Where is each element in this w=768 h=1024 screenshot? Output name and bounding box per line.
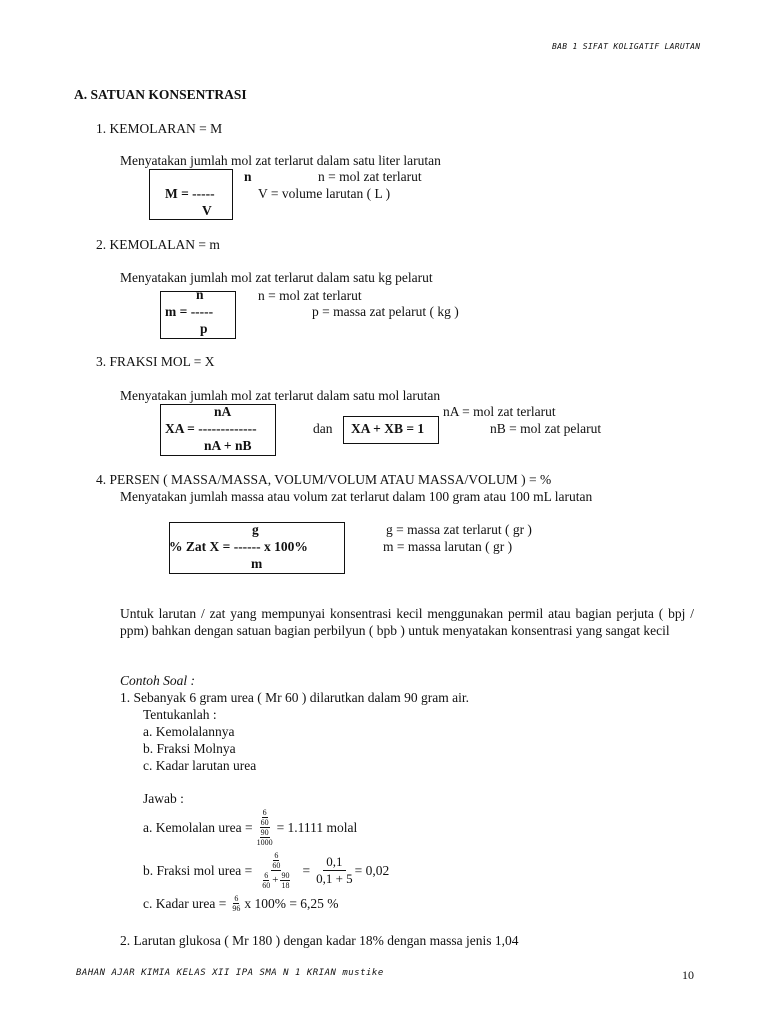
definition-2: V = volume larutan ( L ) xyxy=(258,186,391,201)
example-sub-a: a. Kemolalannya xyxy=(143,724,235,739)
section-title: A. SATUAN KONSENTRASI xyxy=(74,87,247,102)
fraction-mass-percent: $\frac{6}{96}$ xyxy=(232,894,241,913)
item-molalitas-desc: Menyatakan jumlah mol zat terlarut dalam satu kg pelarut xyxy=(120,270,433,285)
example-question-2: 2. Larutan glukosa ( Mr 180 ) dengan kadar 18% dengan massa jenis 1,04 xyxy=(120,933,519,948)
conjunction: dan xyxy=(313,421,333,436)
formula-sum: XA + XB = 1 xyxy=(351,421,425,436)
item-fraksi-title: 3. FRAKSI MOL = X xyxy=(96,354,215,369)
answer-c-label: c. Kadar urea = xyxy=(143,895,227,911)
answer-a-label: a. Kemolalan urea = xyxy=(143,819,253,835)
answer-a xyxy=(143,808,357,847)
definition-1: nA = mol zat terlarut xyxy=(443,404,556,419)
example-heading: Contoh Soal : xyxy=(120,673,196,688)
formula-numerator: n xyxy=(244,169,252,184)
item-persen-desc: Menyatakan jumlah massa atau volum zat terlarut dalam 100 gram atau 100 mL larutan xyxy=(120,489,593,504)
answer-b-label: b. Fraksi mol urea = xyxy=(143,862,253,878)
formula-denominator: V xyxy=(202,203,212,218)
running-header: BAB 1 SIFAT KOLIGATIF LARUTAN xyxy=(552,42,701,51)
fraction-molality: $\frac{\frac{6}{60}}{\frac{90}{1000}}$ xyxy=(256,808,273,847)
fraction-mole-fraction-simplified: $\frac{0,1}{0,1 + 5}$ xyxy=(316,854,353,886)
answer-c xyxy=(143,894,339,913)
example-question-1: 1. Sebanyak 6 gram urea ( Mr 60 ) dilarutkan dalam 90 gram air. xyxy=(120,690,470,705)
example-sub-b: b. Fraksi Molnya xyxy=(143,741,236,756)
definition-2: p = massa zat pelarut ( kg ) xyxy=(312,304,459,319)
body-paragraph: Untuk larutan / zat yang mempunyai konsentrasi kecil menggunakan permil atau bagian perjuta ( bpj / ppm) bahkan dengan satuan bagian perbilyun ( bpb ) untuk menyatakan konsentrasi yang sangat kecil xyxy=(120,606,694,638)
answer-label: Jawab : xyxy=(143,791,184,806)
formula-equation: XA = ------------- xyxy=(165,421,257,436)
definition-1: n = mol zat terlarut xyxy=(318,169,422,184)
formula-denominator: nA + nB xyxy=(204,438,252,453)
answer-b-result: = 0,02 xyxy=(354,862,390,878)
definition-2: m = massa larutan ( gr ) xyxy=(383,539,513,554)
answer-a-result: = 1.1111 molal xyxy=(276,819,358,835)
example-sub-c: c. Kadar larutan urea xyxy=(143,758,257,773)
formula-numerator: nA xyxy=(214,404,232,419)
formula-equation: M = ----- xyxy=(165,186,215,201)
item-persen-title: 4. PERSEN ( MASSA/MASSA, VOLUM/VOLUM ATAU MASSA/VOLUM ) = % xyxy=(96,472,552,487)
answer-c-result: x 100% = 6,25 % xyxy=(244,895,339,911)
formula-numerator: g xyxy=(252,522,259,537)
footer-text: BAHAN AJAR KIMIA KELAS XII IPA SMA N 1 KRIAN mustike xyxy=(76,968,384,978)
page-number: 10 xyxy=(682,968,694,982)
fraction-mole-fraction: $\frac{6}{60}$ $\frac{6}{60}$ + $\frac{90}{18}$ xyxy=(262,851,290,890)
definition-2: nB = mol zat pelarut xyxy=(490,421,602,436)
item-molaritas-title: 1. KEMOLARAN = M xyxy=(96,121,223,136)
item-molaritas-desc: Menyatakan jumlah mol zat terlarut dalam satu liter larutan xyxy=(120,153,441,168)
item-fraksi-desc: Menyatakan jumlah mol zat terlarut dalam satu mol larutan xyxy=(120,388,441,403)
formula-numerator: n xyxy=(196,287,204,302)
formula-denominator: m xyxy=(251,556,263,571)
formula-equation: m = ----- xyxy=(165,304,214,319)
definition-1: g = massa zat terlarut ( gr ) xyxy=(386,522,532,537)
formula-equation: % Zat X = ------ x 100% xyxy=(169,539,308,554)
definition-1: n = mol zat terlarut xyxy=(258,288,362,303)
example-ask: Tentukanlah : xyxy=(143,707,217,722)
answer-b: b. Fraksi mol urea = $\frac{6}{60}$ $\frac{6}{60}$ + $\frac{90}{18}$ = $\frac{0,1}{0,1 + 5}$ = 0,02 xyxy=(143,851,390,890)
item-molalitas-title: 2. KEMOLALAN = m xyxy=(96,237,220,252)
formula-denominator: p xyxy=(200,321,208,336)
